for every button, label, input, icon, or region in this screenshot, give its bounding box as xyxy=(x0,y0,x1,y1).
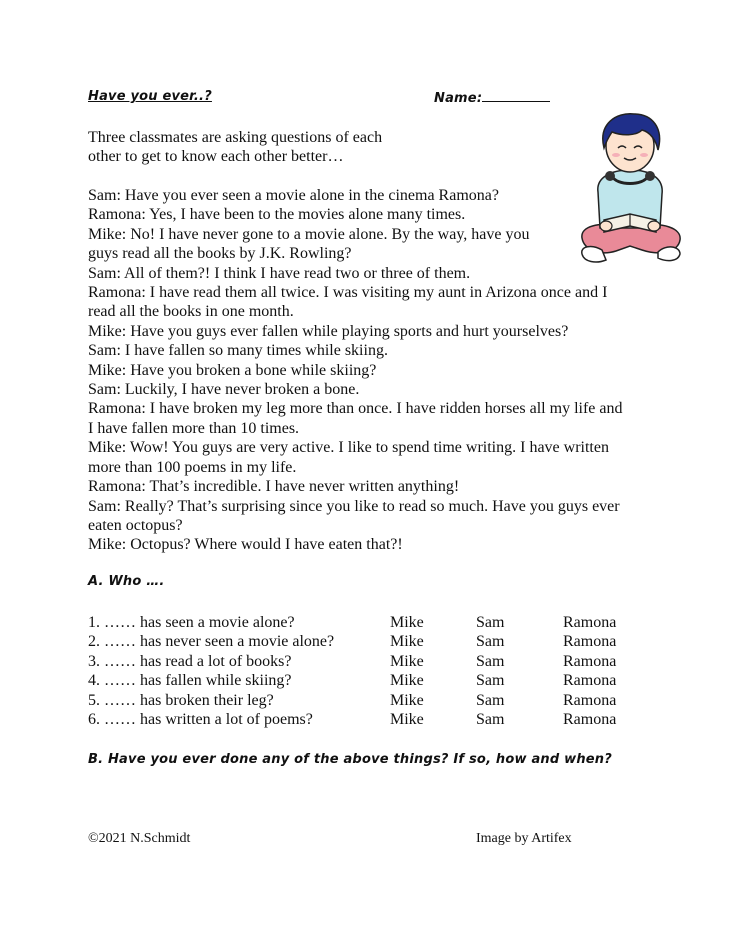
question-text: 4. …… has fallen while skiing? xyxy=(88,672,292,690)
copyright: ©2021 N.Schmidt xyxy=(88,831,191,846)
question-text: 2. …… has never seen a movie alone? xyxy=(88,633,335,651)
option-sam[interactable]: Sam xyxy=(476,633,505,651)
option-ramona[interactable]: Ramona xyxy=(563,672,617,690)
intro-paragraph xyxy=(88,128,418,167)
question-text: 6. …… has written a lot of poems? xyxy=(88,710,313,728)
option-sam[interactable]: Sam xyxy=(476,652,505,670)
dialogue-line: Mike: Have you guys ever fallen while playing sports and hurt yourselves? xyxy=(88,322,569,340)
dialogue-line: I have fallen more than 10 times. xyxy=(88,419,300,437)
question-list xyxy=(88,613,648,729)
question-row xyxy=(88,691,648,710)
option-sam[interactable]: Sam xyxy=(476,672,505,690)
option-ramona[interactable]: Ramona xyxy=(563,614,617,631)
option-mike[interactable]: Mike xyxy=(390,710,424,728)
name-blank-line[interactable] xyxy=(482,89,550,102)
option-sam[interactable]: Sam xyxy=(476,710,505,728)
hand-shape xyxy=(600,221,612,231)
dialogue-line: Sam: All of them?! I think I have read two or three of them. xyxy=(88,264,471,282)
dialogue-line: Mike: Octopus? Where would I have eaten that?! xyxy=(88,536,403,554)
dialogue-line: eaten octopus? xyxy=(88,516,183,534)
option-mike[interactable]: Mike xyxy=(390,614,424,631)
option-sam[interactable]: Sam xyxy=(476,614,505,631)
option-ramona[interactable]: Ramona xyxy=(563,652,617,670)
dialogue-line: Ramona: That’s incredible. I have never written anything! xyxy=(88,478,460,496)
image-credit: Image by Artifex xyxy=(476,831,572,846)
dialogue-line: Ramona: Yes, I have been to the movies alone many times. xyxy=(88,206,466,224)
question-row xyxy=(88,652,648,671)
dialogue-line: Mike: Wow! You guys are very active. I like to spend time writing. I have written xyxy=(88,439,609,457)
worksheet-title: Have you ever..? xyxy=(88,89,212,104)
section-a-heading: A. Who …. xyxy=(88,574,165,589)
option-mike[interactable]: Mike xyxy=(390,672,424,690)
option-ramona[interactable]: Ramona xyxy=(563,691,617,709)
option-mike[interactable]: Mike xyxy=(390,633,424,651)
option-ramona[interactable]: Ramona xyxy=(563,633,617,651)
option-mike[interactable]: Mike xyxy=(390,691,424,709)
dialogue-line: guys read all the books by J.K. Rowling? xyxy=(88,245,352,263)
right-shoe xyxy=(658,247,680,261)
option-ramona[interactable]: Ramona xyxy=(563,710,617,728)
dialogue-line: more than 100 poems in my life. xyxy=(88,458,297,476)
title-row xyxy=(88,89,558,107)
section-b-heading: B. Have you ever done any of the above things? If so, how and when? xyxy=(88,752,612,767)
dialogue-line: Mike: No! I have never gone to a movie alone. By the way, have you xyxy=(88,225,530,243)
hand-shape xyxy=(648,221,660,231)
question-row xyxy=(88,613,648,632)
dialogue-line: Sam: Really? That’s surprising since you like to read so much. Have you guys ever xyxy=(88,497,620,515)
dialogue-line: Sam: I have fallen so many times while skiing. xyxy=(88,342,388,360)
option-mike[interactable]: Mike xyxy=(390,652,424,670)
name-label: Name: xyxy=(434,91,483,106)
question-row xyxy=(88,632,648,651)
dialogue-line: Ramona: I have broken my leg more than once. I have ridden horses all my life and xyxy=(88,400,623,418)
name-field xyxy=(434,89,550,106)
dialogue-line: Ramona: I have read them all twice. I was visiting my aunt in Arizona once and I xyxy=(88,284,608,302)
question-text: 3. …… has read a lot of books? xyxy=(88,652,292,670)
question-text: 1. …… has seen a movie alone? xyxy=(88,614,295,631)
option-sam[interactable]: Sam xyxy=(476,691,505,709)
intro-line: Three classmates are asking questions of each xyxy=(88,129,383,146)
dialogue-line: Sam: Have you ever seen a movie alone in the cinema Ramona? xyxy=(88,187,499,204)
question-row xyxy=(88,671,648,690)
dialogue-line: Mike: Have you broken a bone while skiing? xyxy=(88,361,377,379)
dialogue-line: Sam: Luckily, I have never broken a bone. xyxy=(88,381,360,399)
intro-line: other to get to know each other better… xyxy=(88,148,344,166)
question-text: 5. …… has broken their leg? xyxy=(88,691,274,709)
dialogue-line: read all the books in one month. xyxy=(88,303,294,321)
reading-boy-illustration xyxy=(576,110,684,272)
question-row xyxy=(88,710,648,729)
